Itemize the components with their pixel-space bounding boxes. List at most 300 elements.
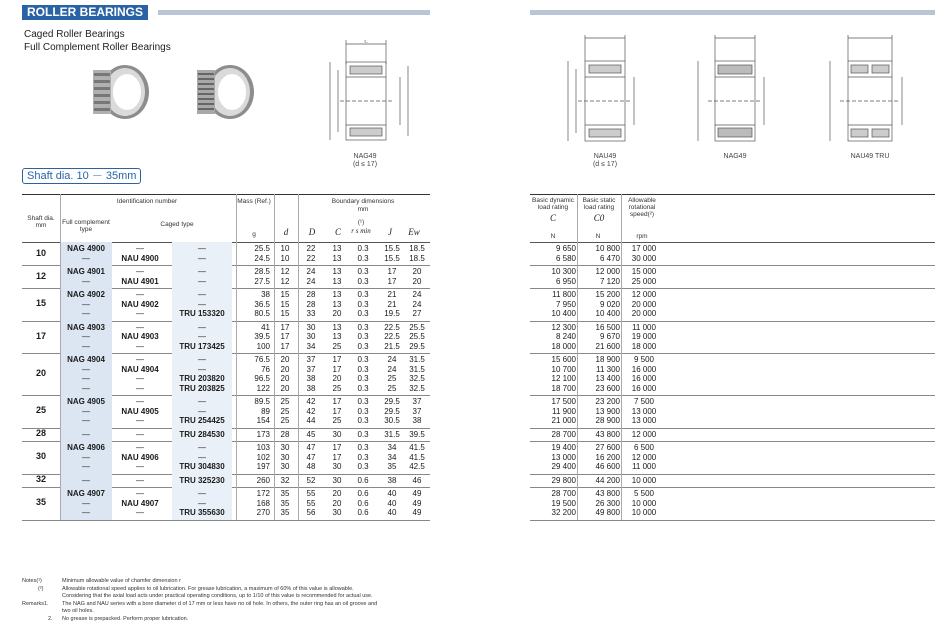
rating-value: 15 600 xyxy=(551,355,576,364)
shaft-group xyxy=(22,474,430,489)
part-number: — xyxy=(136,341,144,351)
dimension-value: 30.5 xyxy=(384,416,400,425)
column-divider xyxy=(621,194,622,520)
dimension-value: 0.6 xyxy=(357,489,369,498)
dimension-value: 45 xyxy=(306,429,316,439)
rating-value: 25 000 xyxy=(631,276,657,286)
dimension-value: 102 xyxy=(256,452,270,462)
dimension-value: 15 xyxy=(280,299,290,309)
rating-value: 11 300 xyxy=(596,364,620,374)
part-number: TRU 284530 xyxy=(179,429,225,439)
rating-row xyxy=(530,309,935,319)
remark1b: two oil holes. xyxy=(62,608,94,614)
drawing-nag49 xyxy=(690,35,770,150)
rating-value: 10 400 xyxy=(551,309,576,318)
part-number: — xyxy=(198,397,206,406)
column-divider xyxy=(60,194,61,520)
shaft-group xyxy=(22,321,430,355)
sym-Ew: Ew xyxy=(408,227,420,237)
rating-value: 28 700 xyxy=(551,429,576,439)
dimension-value: 0.3 xyxy=(357,452,369,462)
rating-value: 16 000 xyxy=(631,364,657,374)
part-number: NAG 4902 xyxy=(67,290,105,299)
rating-row xyxy=(530,489,935,499)
part-number: — xyxy=(136,429,144,439)
part-number: — xyxy=(198,267,206,276)
sym-d: d xyxy=(283,227,289,237)
dimension-value: 25.5 xyxy=(409,322,425,332)
subtitle-full: Full Complement Roller Bearings xyxy=(24,42,171,53)
part-number: — xyxy=(82,406,90,416)
dimension-value: 76.5 xyxy=(254,355,270,364)
dimension-value: 44 xyxy=(306,416,316,425)
rating-value: 15 000 xyxy=(631,267,657,276)
part-number: TRU 153320 xyxy=(179,309,225,318)
label-nau49-note: (d ≤ 17) xyxy=(592,161,618,168)
dimension-value: 30 xyxy=(280,452,290,462)
table-row xyxy=(22,309,430,319)
dimension-value: 20 xyxy=(280,383,290,393)
part-number: — xyxy=(198,443,206,452)
rating-value: 23 200 xyxy=(595,397,620,406)
rating-row xyxy=(530,300,935,310)
dimension-value: 34 xyxy=(306,341,316,351)
part-number: — xyxy=(198,299,206,309)
dimension-value: 13 xyxy=(332,332,342,341)
dimension-value: 20 xyxy=(332,309,342,318)
rating-value: 7 120 xyxy=(599,276,620,286)
dimension-value: 56 xyxy=(306,508,316,517)
dimension-value: 37 xyxy=(412,406,422,416)
shaft-range-badge: Shaft dia. 10 － 35mm xyxy=(22,168,141,184)
part-number: — xyxy=(136,475,144,485)
header-full: Full complement type xyxy=(62,219,110,233)
dimension-value: 28 xyxy=(280,429,290,439)
shaft-dia: 32 xyxy=(35,474,46,485)
dimension-value: 37 xyxy=(306,355,316,364)
dimension-value: 47 xyxy=(306,452,316,462)
rating-value: 32 200 xyxy=(551,508,576,517)
dimension-value: 17 xyxy=(280,341,290,351)
rating-row xyxy=(530,365,935,375)
rating-value: 16 200 xyxy=(595,452,620,462)
rating-row xyxy=(530,355,935,365)
dimension-value: 40 xyxy=(387,508,397,517)
rating-value: 21 600 xyxy=(595,341,620,351)
dimension-value: 0.3 xyxy=(357,416,369,425)
rating-row xyxy=(530,499,935,509)
dimension-value: 76 xyxy=(261,364,270,374)
dimension-value: 0.3 xyxy=(357,355,369,364)
dimension-value: 0.3 xyxy=(357,406,369,416)
dimension-value: 24 xyxy=(387,355,397,364)
shaft-dia: 10 xyxy=(35,247,46,258)
part-number: NAU 4906 xyxy=(121,452,159,462)
dimension-value: 42.5 xyxy=(409,462,425,471)
rating-value: 10 000 xyxy=(631,508,657,517)
dimension-value: 30 xyxy=(332,462,342,471)
part-number: — xyxy=(82,508,90,517)
rating-value: 27 600 xyxy=(595,443,620,452)
part-number: — xyxy=(82,383,90,393)
table-row xyxy=(22,499,430,509)
dimension-value: 0.3 xyxy=(357,462,369,471)
dimension-value: 21.5 xyxy=(384,341,400,351)
rating-value: 13 400 xyxy=(595,374,620,383)
dimension-value: 0.3 xyxy=(357,322,369,332)
rating-value: 6 500 xyxy=(633,443,655,452)
part-number: NAU 4902 xyxy=(121,299,159,309)
label-nag49-small: NAG49 xyxy=(353,153,377,160)
rating-group xyxy=(530,474,935,489)
part-number: — xyxy=(198,276,206,286)
note2-label: (²) xyxy=(38,586,44,592)
dimension-value: 24 xyxy=(412,290,422,299)
dimension-value: 22.5 xyxy=(384,322,400,332)
rating-value: 13 000 xyxy=(631,406,657,416)
shaft-dia: 20 xyxy=(35,368,46,378)
part-number: — xyxy=(82,429,90,439)
part-number: — xyxy=(136,374,144,383)
dimension-value: 39.5 xyxy=(409,429,425,439)
dimension-value: 172 xyxy=(256,489,270,498)
dimension-value: 28.5 xyxy=(254,267,270,276)
dimension-value: 17 xyxy=(280,322,290,332)
part-number: — xyxy=(136,244,144,253)
dimension-value: 24 xyxy=(387,364,397,374)
rating-row xyxy=(530,277,935,287)
rating-value: 19 000 xyxy=(631,332,657,341)
dimension-value: 24 xyxy=(306,276,316,286)
table-row xyxy=(22,365,430,375)
rating-value: 19 400 xyxy=(551,443,576,452)
dimension-value: 25 xyxy=(280,406,290,416)
dimension-value: 37 xyxy=(306,364,316,374)
table-row xyxy=(22,342,430,352)
dimension-value: 18.5 xyxy=(409,244,425,253)
bearing-photo-2 xyxy=(197,65,254,119)
rating-value: 20 000 xyxy=(631,299,657,309)
rating-row xyxy=(530,254,935,264)
dimension-value: 96.5 xyxy=(254,374,270,383)
dimension-value: 13 xyxy=(332,244,342,253)
unit-n-stat: N xyxy=(595,233,601,240)
dimension-value: 13 xyxy=(332,253,342,263)
table-row xyxy=(22,453,430,463)
rating-value: 12 000 xyxy=(631,290,657,299)
rating-value: 17 500 xyxy=(551,397,576,406)
dimension-value: 20 xyxy=(280,355,290,364)
rating-value: 19 500 xyxy=(551,498,576,508)
rating-value: 7 950 xyxy=(555,299,576,309)
table-row xyxy=(22,462,430,472)
note1-label: Notes(¹) xyxy=(22,578,42,584)
remark2: No grease is prepacked. Perform proper lubrication. xyxy=(62,616,189,622)
dimension-value: 24 xyxy=(412,299,422,309)
dimension-value: 25 xyxy=(332,341,342,351)
dimension-value: 40 xyxy=(387,498,397,508)
part-number: — xyxy=(198,364,206,374)
shaft-group xyxy=(22,395,430,429)
table-row xyxy=(22,416,430,426)
part-number: NAG 4901 xyxy=(67,267,105,276)
part-number: — xyxy=(82,309,90,318)
rating-row xyxy=(530,397,935,407)
rating-value: 10 400 xyxy=(595,309,620,318)
rating-row xyxy=(530,323,935,333)
rating-value: 6 580 xyxy=(555,253,576,263)
rating-value: 28 700 xyxy=(551,489,576,498)
dimension-value: 13 xyxy=(332,267,342,276)
dimension-value: 89.5 xyxy=(254,397,270,406)
dimension-value: 17 xyxy=(332,397,342,406)
part-number: — xyxy=(82,299,90,309)
dimension-value: 31.5 xyxy=(409,355,425,364)
label-nag49-small-note: (d ≤ 17) xyxy=(352,161,378,168)
part-number: — xyxy=(198,244,206,253)
rating-value: 17 000 xyxy=(631,244,657,253)
rating-value: 23 600 xyxy=(595,383,620,393)
dimension-value: 0.3 xyxy=(357,443,369,452)
dimension-value: 13 xyxy=(332,322,342,332)
drawing-nag49-small xyxy=(310,40,420,150)
table-row xyxy=(22,508,430,518)
part-number: — xyxy=(198,332,206,341)
dimension-value: 0.3 xyxy=(357,374,369,383)
part-number: — xyxy=(136,397,144,406)
rating-value: 9 020 xyxy=(599,299,620,309)
part-number: TRU 355630 xyxy=(179,508,225,517)
dimension-value: 197 xyxy=(256,462,270,471)
rating-value: 16 000 xyxy=(631,383,657,393)
rating-row xyxy=(530,332,935,342)
rating-row xyxy=(530,244,935,254)
dimension-value: 39.5 xyxy=(254,332,270,341)
part-number: — xyxy=(198,498,206,508)
part-number: — xyxy=(136,489,144,498)
note2: Allowable rotational speed applies to oil lubrication. For grease lubrication, a maximum of 60% of this value is allowable. xyxy=(62,586,354,592)
dimension-value: 41.5 xyxy=(409,443,425,452)
part-number: — xyxy=(82,498,90,508)
part-number: — xyxy=(82,462,90,471)
dimension-value: 30 xyxy=(332,429,342,439)
sym-D: D xyxy=(308,227,316,237)
unit-n-dyn: N xyxy=(550,233,556,240)
remark1: The NAG and NAU series with a bore diameter d of 17 mm or less have no oil hole. In others, the outer ring has an oil groove and xyxy=(62,601,378,607)
rating-value: 6 950 xyxy=(555,276,576,286)
dimension-value: 55 xyxy=(306,489,316,498)
shaft-dia: 30 xyxy=(35,451,46,462)
section-title: ROLLER BEARINGS xyxy=(22,5,148,20)
sym-r-note: (¹) xyxy=(357,219,365,226)
dimension-value: 17 xyxy=(387,276,397,286)
dimension-value: 41 xyxy=(261,322,270,332)
dimension-value: 18.5 xyxy=(409,253,425,263)
rating-value: 12 300 xyxy=(551,322,576,332)
dimension-value: 100 xyxy=(256,341,270,351)
dimension-value: 0.3 xyxy=(357,429,369,439)
dimension-value: 29.5 xyxy=(409,341,425,351)
dimension-value: 22.5 xyxy=(384,332,400,341)
rating-group xyxy=(530,321,935,355)
dimension-value: 0.6 xyxy=(357,508,369,517)
rating-value: 21 000 xyxy=(551,416,576,425)
dimension-value: 36.5 xyxy=(254,299,270,309)
rating-row xyxy=(530,430,935,440)
part-number: — xyxy=(82,332,90,341)
dimension-value: 17 xyxy=(332,355,342,364)
shaft-group xyxy=(22,487,430,521)
table-row xyxy=(22,355,430,365)
dimension-value: 30 xyxy=(332,508,342,517)
shaft-group xyxy=(22,353,430,396)
header-dynamic: Basic dynamic load rating xyxy=(532,197,574,211)
part-number: NAG 4904 xyxy=(67,355,105,364)
dimension-value: 35 xyxy=(280,508,290,517)
sym-C0: C0 xyxy=(593,213,605,223)
dimension-value: 80.5 xyxy=(254,309,270,318)
rating-value: 28 900 xyxy=(595,416,620,425)
dimension-value: 15.5 xyxy=(384,253,400,263)
table-row xyxy=(22,332,430,342)
part-number: — xyxy=(136,462,144,471)
column-divider xyxy=(298,194,299,520)
dimension-value: 0.6 xyxy=(357,475,369,485)
dimension-value: 34 xyxy=(387,443,397,452)
dimension-value: 0.6 xyxy=(357,498,369,508)
dimension-value: 173 xyxy=(256,429,270,439)
shaft-dia: 15 xyxy=(35,298,46,309)
rating-group xyxy=(530,288,935,322)
rating-row xyxy=(530,267,935,277)
dimension-value: 38 xyxy=(306,374,316,383)
table-row xyxy=(22,489,430,499)
table-row xyxy=(22,290,430,300)
dimension-value: 22 xyxy=(306,244,316,253)
dimension-value: 17 xyxy=(387,267,397,276)
rating-value: 11 900 xyxy=(552,406,576,416)
part-number: — xyxy=(82,475,90,485)
rating-value: 11 000 xyxy=(632,462,656,471)
rating-value: 9 500 xyxy=(633,355,655,364)
part-number: NAG 4907 xyxy=(67,489,105,498)
part-number: — xyxy=(136,443,144,452)
rating-row xyxy=(530,462,935,472)
part-number: — xyxy=(198,489,206,498)
part-number: NAU 4907 xyxy=(121,498,159,508)
sym-C: C xyxy=(334,227,341,237)
part-number: NAU 4904 xyxy=(121,364,159,374)
rating-value: 26 300 xyxy=(595,498,620,508)
dimension-value: 21 xyxy=(387,290,397,299)
dimension-value: 35 xyxy=(280,498,290,508)
rating-value: 13 900 xyxy=(595,406,620,416)
dimension-value: 28 xyxy=(306,290,316,299)
dimension-value: 15 xyxy=(280,309,290,318)
header-static: Basic static load rating xyxy=(582,197,616,211)
bearing-photo-1 xyxy=(93,65,149,119)
svg-text:C: C xyxy=(364,40,368,45)
rating-row xyxy=(530,476,935,486)
rating-value: 43 800 xyxy=(595,489,620,498)
dimension-value: 17 xyxy=(332,406,342,416)
dimension-value: 17 xyxy=(280,332,290,341)
remark1-label: Remarks1. xyxy=(22,601,49,607)
dimension-value: 20 xyxy=(280,374,290,383)
rating-value: 10 000 xyxy=(631,498,657,508)
rating-value: 18 000 xyxy=(551,341,576,351)
rating-value: 43 800 xyxy=(595,429,620,439)
dimension-value: 122 xyxy=(256,383,270,393)
part-number: — xyxy=(198,290,206,299)
subtitle-caged: Caged Roller Bearings xyxy=(24,29,125,40)
part-number: — xyxy=(82,416,90,425)
shaft-group xyxy=(22,428,430,443)
part-number: — xyxy=(82,364,90,374)
table-row xyxy=(22,244,430,254)
dimension-value: 260 xyxy=(256,475,270,485)
dimension-value: 52 xyxy=(306,475,316,485)
part-number: — xyxy=(198,322,206,332)
part-number: NAG 4906 xyxy=(67,443,105,452)
rating-value: 49 800 xyxy=(595,508,620,517)
header-boundary: Boundary dimensions xyxy=(331,198,395,205)
dimension-value: 29.5 xyxy=(384,397,400,406)
shaft-group xyxy=(22,265,430,289)
header-mass: Mass (Ref.) xyxy=(237,198,271,205)
notes xyxy=(22,578,432,628)
dimension-value: 20 xyxy=(332,489,342,498)
dimension-value: 24 xyxy=(306,267,316,276)
dimension-value: 0.3 xyxy=(357,290,369,299)
part-number: — xyxy=(198,355,206,364)
header-mass-unit: g xyxy=(252,231,256,238)
note1: Minimum allowable value of chamfer dimension r xyxy=(62,578,181,584)
rating-value: 12 000 xyxy=(595,267,620,276)
dimension-value: 17 xyxy=(332,364,342,374)
dimension-value: 30 xyxy=(280,443,290,452)
dimension-value: 42 xyxy=(306,397,316,406)
title-rule xyxy=(158,10,430,15)
column-divider xyxy=(274,194,275,520)
dimension-value: 0.3 xyxy=(357,299,369,309)
dimension-value: 154 xyxy=(256,416,270,425)
shaft-dia: 28 xyxy=(35,428,46,439)
table-row xyxy=(22,300,430,310)
rating-value: 10 800 xyxy=(595,244,620,253)
part-number: NAU 4905 xyxy=(121,406,159,416)
dimension-value: 270 xyxy=(256,508,270,517)
rating-row xyxy=(530,453,935,463)
dimension-value: 0.3 xyxy=(357,309,369,318)
part-number: NAG 4903 xyxy=(67,322,105,332)
dimension-value: 20 xyxy=(412,267,422,276)
header-boundary-unit: mm xyxy=(357,206,369,213)
table-row xyxy=(22,407,430,417)
sym-r: r s min xyxy=(351,227,371,235)
part-number: TRU 203825 xyxy=(179,383,225,393)
rating-value: 5 500 xyxy=(633,489,655,498)
part-number: — xyxy=(82,452,90,462)
rating-value: 13 000 xyxy=(631,416,657,425)
remark2-label: 2. xyxy=(48,616,53,622)
dimension-value: 24.5 xyxy=(254,253,270,263)
part-number: TRU 304830 xyxy=(179,462,225,471)
bearing-photos xyxy=(85,62,275,122)
rating-group xyxy=(530,428,935,443)
dimension-value: 13 xyxy=(332,290,342,299)
dimension-value: 20 xyxy=(332,374,342,383)
